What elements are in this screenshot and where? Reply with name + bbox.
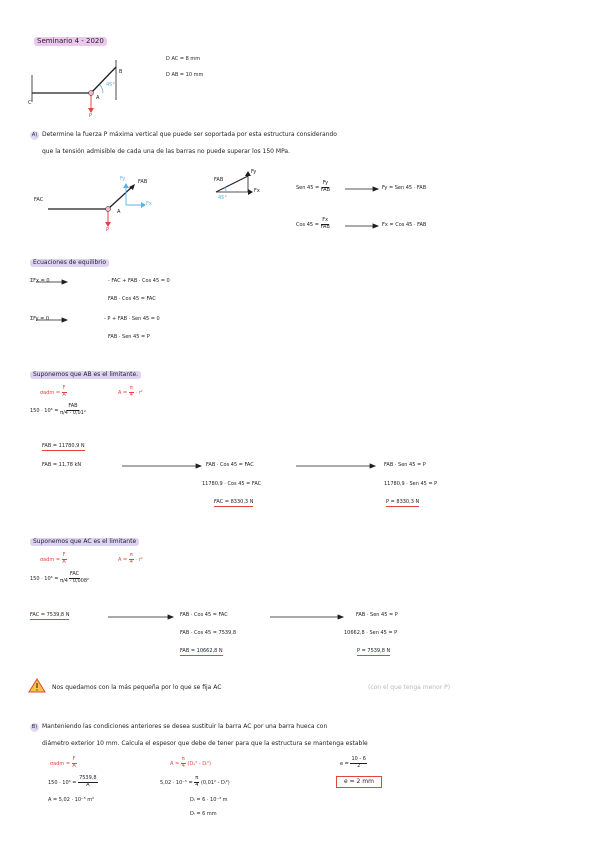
sin-relation: Sen 45 = $\frac{Fy}{\text{FAB}}$ (296, 180, 331, 193)
fbd-fab: FAB (138, 179, 148, 185)
label-b: B (119, 69, 123, 75)
part-b-line2: diámetro exterior 10 mm. Calcula el espesor que debe de tener para que la estructura se mantenga estable (42, 740, 368, 747)
part-b-di-mm: Dᵢ = 6 mm (190, 811, 217, 817)
case-ac-area: A = $\frac{\pi}{4}$ · r² (118, 552, 143, 565)
tri-fx: Fx (254, 188, 260, 194)
part-b-area-result: A = 5,02 · 10⁻⁵ m² (48, 797, 95, 803)
page-title: Seminario 4 - 2020 (34, 37, 107, 46)
label-a: A (96, 95, 100, 101)
free-body-diagram (48, 183, 146, 227)
warning-icon (29, 679, 45, 692)
warning-note: (con el que tenga menor P) (368, 684, 451, 691)
diameter-ab: D AB = 10 mm (166, 72, 204, 78)
case-ab-stress: 150 · 10⁶ = $\frac{\text{FAB}}{\text{π/4 · 0,01²}}$ (30, 403, 86, 416)
case-ac-p-result: P = 7539,8 N (357, 648, 391, 654)
case-ab-fac-result: FAC = 8330,3 N (214, 499, 254, 505)
force-triangle (216, 171, 253, 195)
equilibrium-title: Ecuaciones de equilibrio (30, 259, 109, 267)
part-b-area-formula: A = $\frac{\pi}{4}$ (Dₑ² - Dᵢ²) (170, 756, 211, 769)
label-angle: 45° (106, 82, 115, 88)
part-b-line1: B) Manteniendo las condiciones anteriores se desea sustituir la barra AC por una barra hueca con (31, 723, 328, 730)
structure-figure (32, 60, 116, 113)
diameter-ac: D AC = 8 mm (166, 56, 201, 62)
case-ab-title: Suponemos que AB es el limitante. (30, 371, 141, 379)
case-ac-right1: FAB · Sen 45 = P (356, 612, 398, 618)
fbd-p: P (106, 227, 110, 233)
part-b-e-result: e = 2 mm (336, 776, 382, 788)
case-ab-area: A = $\frac{\pi}{4}$ · r² (118, 385, 143, 398)
cos-relation: Cos 45 = $\frac{Fx}{\text{FAB}}$ (296, 217, 330, 230)
sin-result: Fy = Sen 45 · FAB (382, 185, 427, 191)
fbd-fac: FAC (34, 197, 44, 203)
part-a-badge: A) (31, 132, 38, 138)
eq-fx-2: FAB · Cos 45 = FAC (108, 296, 156, 302)
part-b-area-sub: 5,02 · 10⁻⁵ = $\frac{\pi}{4}$ (0,01² - Dᵢ²) (160, 775, 230, 788)
case-ac-right2: 10662,8 · Sen 45 = P (344, 630, 398, 636)
cos-result: Fx = Cos 45 · FAB (382, 222, 427, 228)
sum-fx: ΣFx = 0 (30, 278, 50, 284)
label-c: C (28, 100, 32, 106)
part-b-sadm: σadm = $\frac{F}{A}$ (50, 756, 76, 769)
case-ac-sadm: σadm = $\frac{F}{A}$ (40, 552, 66, 565)
eq-fx-1: - FAC + FAB · Cos 45 = 0 (108, 278, 170, 284)
tri-fab: FAB (214, 177, 224, 183)
case-ab-mid2: 11780,9 · Cos 45 = FAC (202, 481, 262, 487)
case-ab-fab-value: FAB = 11780,9 N (42, 443, 85, 449)
case-ac-fac-value: FAC = 7539,8 N (30, 612, 70, 618)
part-b-di-m: Dᵢ = 6 · 10⁻³ m (190, 797, 228, 803)
part-b-eq1: 150 · 10⁶ = $\frac{7539,8}{A}$ (48, 775, 97, 788)
arrows (36, 187, 378, 619)
part-a-line1: A) Determine la fuerza P máxima vertical que puede ser soportada por esta estructura considerando (31, 131, 337, 138)
case-ab-sadm: σadm = $\frac{F}{A}$ (40, 385, 66, 398)
case-ac-fab-result: FAB = 10662,8 N (180, 648, 223, 654)
sum-fy: ΣFy = 0 (30, 316, 50, 322)
fbd-a: A (117, 209, 121, 215)
case-ac-mid1: FAB · Cos 45 = FAC (180, 612, 228, 618)
case-ab-mid1: FAB · Cos 45 = FAC (206, 462, 254, 468)
tri-fy: Fy (251, 169, 257, 175)
case-ac-stress: 150 · 10⁶ = $\frac{\text{FAC}}{\text{π/4 · 0,008²}}$ (30, 571, 90, 584)
eq-fy-2: FAB · Sen 45 = P (108, 334, 150, 340)
fbd-fy: Fy (120, 176, 126, 182)
label-p: P (89, 113, 93, 119)
tri-angle: 45° (218, 195, 227, 201)
part-a-line2: que la tensión admisible de cada una de las barras no puede superar los 150 MPa. (42, 148, 290, 155)
eq-fy-1: - P + FAB · Sen 45 = 0 (104, 316, 160, 322)
part-b-e-formula: e = $\frac{10 - 6}{2}$ (340, 756, 366, 769)
part-b-badge: B) (31, 724, 38, 730)
case-ac-title: Suponemos que AC es el limitante (30, 538, 139, 546)
case-ab-right2: 11780,9 · Sen 45 = P (384, 481, 438, 487)
case-ab-p-result: P = 8330,3 N (386, 499, 420, 505)
warning-text: Nos quedamos con la más pequeña por lo que se fija AC (52, 684, 222, 691)
case-ac-mid2: FAB · Cos 45 = 7539,8 (180, 630, 237, 636)
fbd-fx: Fx (146, 201, 152, 207)
case-ab-right1: FAB · Sen 45 = P (384, 462, 426, 468)
case-ab-fab-kn: FAB = 11,78 kN (42, 462, 82, 468)
